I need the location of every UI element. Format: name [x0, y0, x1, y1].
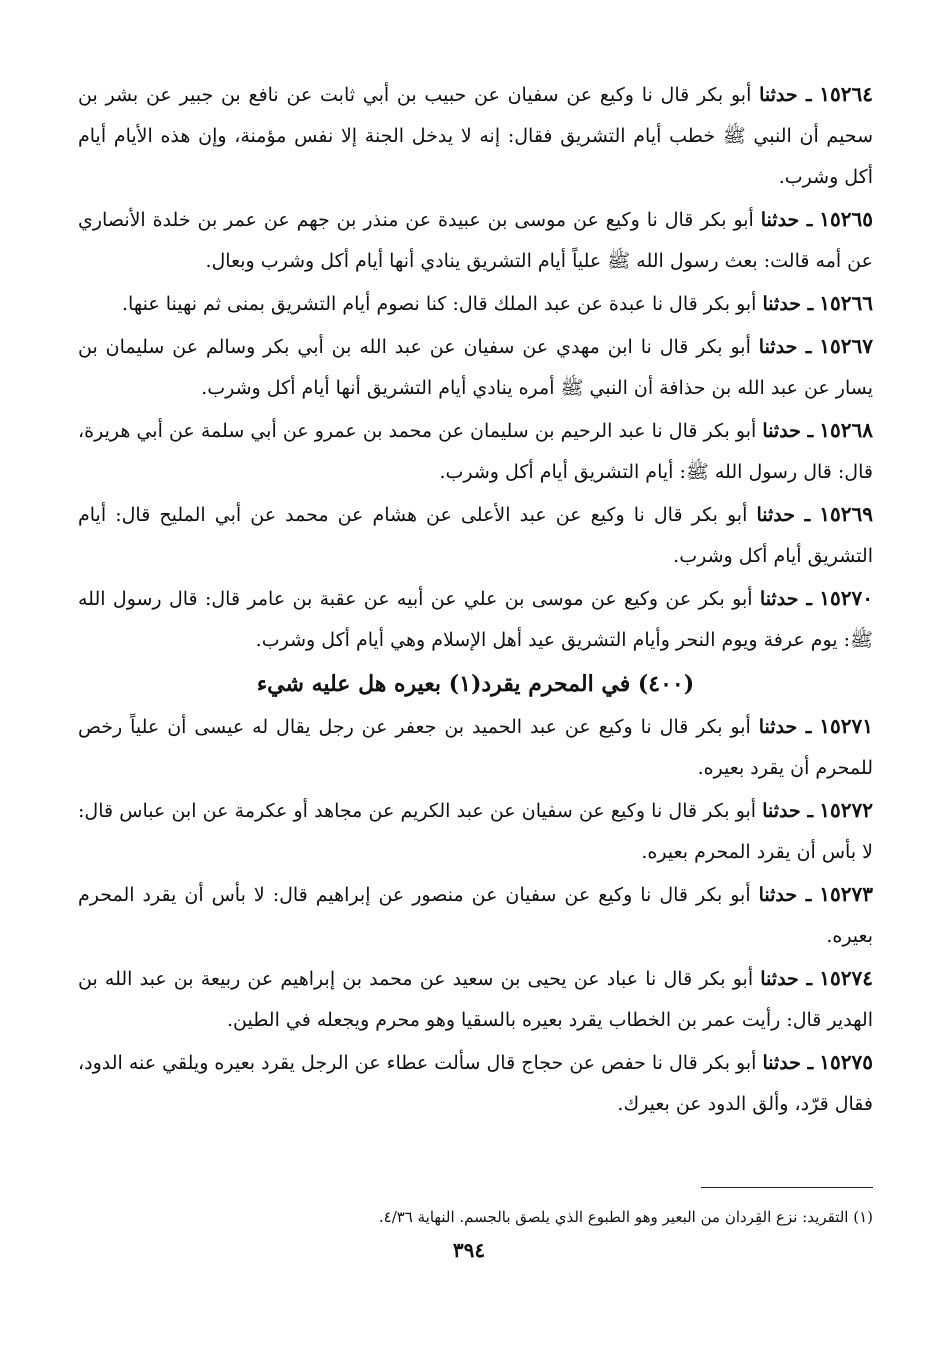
hadith-lead: حدثنا — [762, 1052, 802, 1074]
hadith-lead: حدثنا — [756, 504, 795, 526]
hadith-number: ١٥٢٦٦ — [819, 291, 873, 315]
hadith-text: أبو بكر قال نا وكيع عن سفيان عن حبيب بن أبي ثابت عن نافع بن جبير عن بشر بن سحيم أن النبي ﷺ خطب أيام التشريق فقال: إنه لا يدخل الجنة إلا نفس مؤمنة، وإن هذه الأيام أيام أكل وشرب. — [78, 84, 873, 188]
hadith-text: أبو بكر قال نا وكيع عن سفيان عن عبد الكريم عن مجاهد أو عكرمة عن ابن عباس قال: لا بأس أن يقرد المحرم بعيره. — [78, 800, 873, 863]
hadith-15274: ١٥٢٧٤ ـ حدثنا أبو بكر قال نا عباد عن يحيى بن سعيد عن محمد بن إبراهيم عن ربيعة بن عبد الله بن الهدير قال: رأيت عمر بن الخطاب يقرد بعيره بالسقيا وهو محرم ويجعله في الطين. — [78, 966, 873, 1031]
hadith-text: أبو بكر قال نا عبد الرحيم بن سليمان عن محمد بن عمرو عن أبي سلمة عن أبي هريرة، قال: قال رسول الله ﷺ: أيام التشريق أيام أكل وشرب. — [78, 420, 873, 483]
hadith-15271: ١٥٢٧١ ـ حدثنا أبو بكر قال نا وكيع عن عبد الحميد بن جعفر عن رجل يقال له عيسى أن علياً رخص للمحرم أن يقرد بعيره. — [78, 714, 874, 779]
hadith-number: ١٥٢٧٣ — [819, 882, 874, 906]
hadith-15266: ١٥٢٦٦ ـ حدثنا أبو بكر قال نا عبدة عن عبد الملك قال: كنا نصوم أيام التشريق بمنى ثم نهينا عنها. — [122, 291, 873, 315]
hadith-15275: ١٥٢٧٥ ـ حدثنا أبو بكر قال نا حفص عن حجاج قال سألت عطاء عن الرجل يقرد بعيره ويلقي عنه الدود، فقال قرّد، وألق الدود عن بعيرك. — [78, 1050, 874, 1115]
hadith-number: ١٥٢٧٤ — [819, 966, 873, 990]
hadith-lead: حدثنا — [759, 588, 799, 610]
hadith-lead: حدثنا — [759, 84, 798, 106]
hadith-number: ١٥٢٦٨ — [819, 418, 874, 442]
hadith-15272: ١٥٢٧٢ ـ حدثنا أبو بكر قال نا وكيع عن سفيان عن عبد الكريم عن مجاهد أو عكرمة عن ابن عباس قال: لا بأس أن يقرد المحرم بعيره. — [78, 798, 873, 863]
hadith-text: أبو بكر قال نا حفص عن حجاج قال سألت عطاء عن الرجل يقرد بعيره ويلقي عنه الدود، فقال قرّد، وألق الدود عن بعيرك. — [78, 1052, 873, 1115]
hadith-text: أبو بكر قال نا عبدة عن عبد الملك قال: كنا نصوم أيام التشريق بمنى ثم نهينا عنها. — [122, 293, 757, 315]
footnote-divider — [701, 1187, 873, 1188]
page-body — [78, 74, 873, 1126]
hadith-lead: حدثنا — [758, 716, 798, 738]
hadith-number: ١٥٢٧٢ — [819, 798, 873, 822]
hadith-number: ١٥٢٧٠ — [819, 586, 873, 610]
hadith-lead: حدثنا — [760, 209, 800, 231]
page-number: ٣٩٤ — [452, 1238, 486, 1262]
section-heading: (٤٠٠) في المحرم يقرد(١) بعيره هل عليه شيء — [256, 671, 695, 697]
hadith-number: ١٥٢٦٧ — [819, 334, 874, 358]
hadith-lead: حدثنا — [762, 800, 801, 822]
hadith-number: ١٥٢٧١ — [819, 714, 874, 738]
hadith-text: أبو بكر قال نا وكيع عن سفيان عن منصور عن إبراهيم قال: لا بأس أن يقرد المحرم بعيره. — [78, 884, 873, 947]
hadith-lead: حدثنا — [758, 884, 798, 906]
hadith-15273: ١٥٢٧٣ ـ حدثنا أبو بكر قال نا وكيع عن سفيان عن منصور عن إبراهيم قال: لا بأس أن يقرد المحرم بعيره. — [78, 882, 874, 947]
hadith-15269: ١٥٢٦٩ ـ حدثنا أبو بكر قال نا وكيع عن عبد الأعلى عن هشام عن محمد عن أبي المليح قال: أيام التشريق أيام أكل وشرب. — [78, 502, 873, 567]
hadith-lead: حدثنا — [762, 420, 801, 442]
hadith-lead: حدثنا — [762, 293, 802, 315]
hadith-15264: ١٥٢٦٤ ـ حدثنا أبو بكر قال نا وكيع عن سفيان عن حبيب بن أبي ثابت عن نافع بن جبير عن بشر بن سحيم أن النبي ﷺ خطب أيام التشريق فقال: إنه لا يدخل الجنة إلا نفس مؤمنة، وإن هذه الأيام أيام أكل وشرب. — [78, 82, 873, 188]
hadith-number: ١٥٢٧٥ — [819, 1050, 874, 1074]
hadith-number: ١٥٢٦٩ — [819, 502, 873, 526]
hadith-15270: ١٥٢٧٠ ـ حدثنا أبو بكر عن وكيع عن موسى بن علي عن أبيه عن عقبة بن عامر قال: قال رسول الله ﷺ: يوم عرفة ويوم النحر وأيام التشريق عيد أهل الإسلام وهي أيام أكل وشرب. — [78, 586, 873, 651]
hadith-text: أبو بكر عن وكيع عن موسى بن علي عن أبيه عن عقبة بن عامر قال: قال رسول الله ﷺ: يوم عرفة ويوم النحر وأيام التشريق عيد أهل الإسلام وهي أيام أكل وشرب. — [78, 588, 873, 651]
hadith-15268: ١٥٢٦٨ ـ حدثنا أبو بكر قال نا عبد الرحيم بن سليمان عن محمد بن عمرو عن أبي سلمة عن أبي هريرة، قال: قال رسول الله ﷺ: أيام التشريق أيام أكل وشرب. — [78, 418, 874, 483]
hadith-lead: حدثنا — [760, 968, 799, 990]
hadith-lead: حدثنا — [758, 336, 798, 358]
hadith-15265: ١٥٢٦٥ ـ حدثنا أبو بكر قال نا وكيع عن موسى بن عبيدة عن منذر بن جهم عن عمر بن خلدة الأنصاري عن أمه قالت: بعث رسول الله ﷺ علياً أيام التشريق ينادي أنها أيام أكل وشرب وبعال. — [78, 207, 873, 272]
hadith-text: أبو بكر قال نا وكيع عن موسى بن عبيدة عن منذر بن جهم عن عمر بن خلدة الأنصاري عن أمه قالت: بعث رسول الله ﷺ علياً أيام التشريق ينادي أنها أيام أكل وشرب وبعال. — [78, 209, 873, 272]
footnote: (١) التقريد: نزع القِردان من البعير وهو الطبوع الذي يلصق بالجسم. النهاية ٤/٣٦. — [378, 1208, 873, 1226]
hadith-15267: ١٥٢٦٧ ـ حدثنا أبو بكر قال نا ابن مهدي عن سفيان عن عبد الله بن أبي بكر وسالم عن سليمان بن يسار عن عبد الله بن حذافة أن النبي ﷺ أمره ينادي أيام التشريق أنها أيام أكل وشرب. — [78, 334, 874, 399]
hadith-number: ١٥٢٦٥ — [819, 207, 873, 231]
hadith-text: أبو بكر قال نا ابن مهدي عن سفيان عن عبد الله بن أبي بكر وسالم عن سليمان بن يسار عن عبد الله بن حذافة أن النبي ﷺ أمره ينادي أيام التشريق أنها أيام أكل وشرب. — [78, 336, 873, 399]
hadith-text: أبو بكر قال نا وكيع عن عبد الحميد بن جعفر عن رجل يقال له عيسى أن علياً رخص للمحرم أن يقرد بعيره. — [78, 716, 873, 779]
hadith-text: أبو بكر قال نا وكيع عن عبد الأعلى عن هشام عن محمد عن أبي المليح قال: أيام التشريق أيام أكل وشرب. — [78, 504, 873, 567]
hadith-text: أبو بكر قال نا عباد عن يحيى بن سعيد عن محمد بن إبراهيم عن ربيعة بن عبد الله بن الهدير قال: رأيت عمر بن الخطاب يقرد بعيره بالسقيا وهو محرم ويجعله في الطين. — [78, 968, 873, 1031]
hadith-number: ١٥٢٦٤ — [819, 82, 873, 106]
